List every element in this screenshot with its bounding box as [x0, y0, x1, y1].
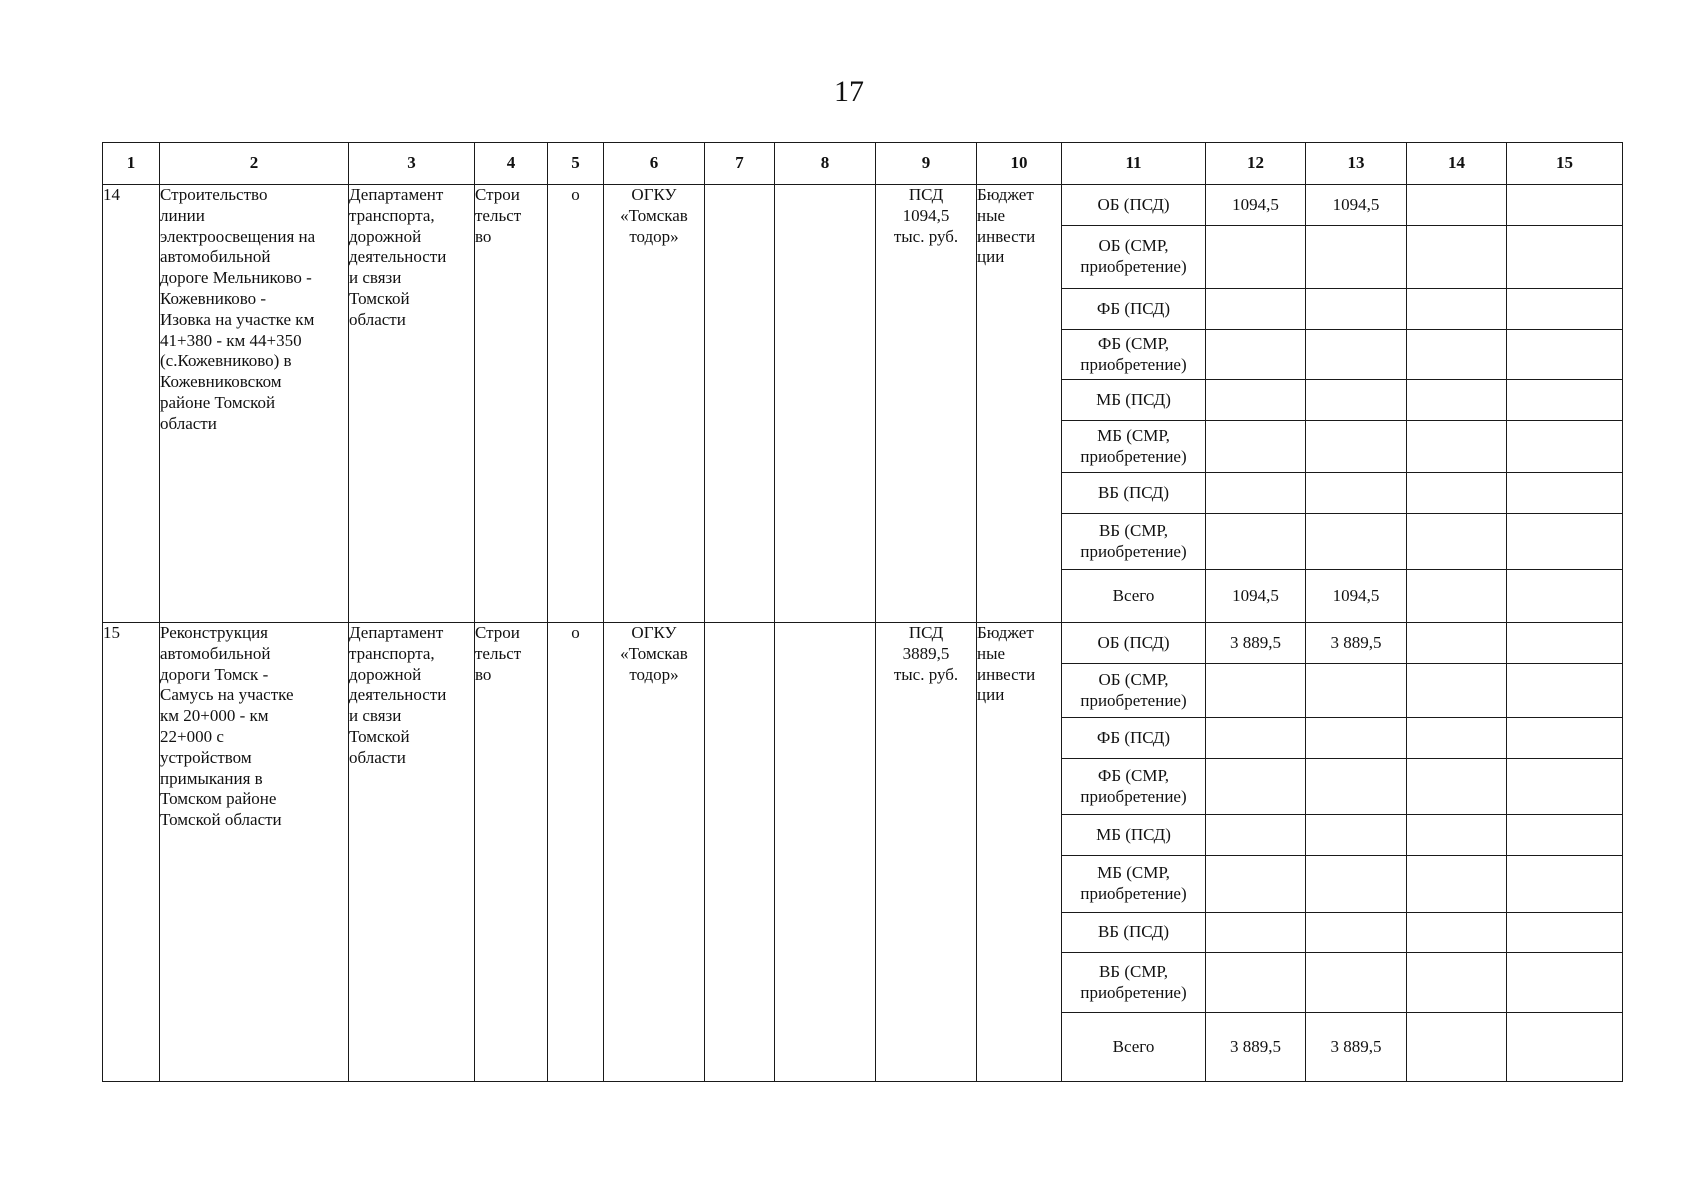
- col12-value: [1206, 664, 1306, 718]
- funding-source: ВБ (СМР, приобретение): [1062, 514, 1206, 570]
- header-cell: 8: [775, 143, 876, 185]
- work-type: Строи тельст во: [475, 623, 548, 1082]
- funding-source: ОБ (СМР, приобретение): [1062, 664, 1206, 718]
- col13-value: [1306, 473, 1407, 514]
- col13-value: 1094,5: [1306, 570, 1407, 623]
- col15-cell: [1507, 856, 1623, 913]
- col12-value: 1094,5: [1206, 570, 1306, 623]
- header-cell: 9: [876, 143, 977, 185]
- col15-cell: [1507, 380, 1623, 421]
- col14-cell: [1407, 623, 1507, 664]
- col8-cell: [775, 623, 876, 1082]
- header-cell: 2: [160, 143, 349, 185]
- col14-cell: [1407, 380, 1507, 421]
- col13-value: [1306, 718, 1407, 759]
- col15-cell: [1507, 623, 1623, 664]
- table-header-row: [103, 143, 1623, 185]
- col12-value: [1206, 953, 1306, 1013]
- col14-cell: [1407, 913, 1507, 953]
- col12-value: [1206, 289, 1306, 330]
- col13-value: [1306, 380, 1407, 421]
- col13-value: 1094,5: [1306, 185, 1407, 226]
- contractor: ОГКУ «Томскав тодор»: [604, 623, 705, 1082]
- col12-value: 1094,5: [1206, 185, 1306, 226]
- col7-cell: [705, 623, 775, 1082]
- object-name: Строительство линии электроосвещения на автомобильной дороге Мельниково - Кожевниково - Изовка на участке км 41+380 - км 44+350 (с.Кожевниково) в Кожевниковском районе Томской области: [160, 185, 349, 623]
- header-cell: 13: [1306, 143, 1407, 185]
- col12-value: [1206, 421, 1306, 473]
- funding-total-label: Всего: [1062, 570, 1206, 623]
- data-table: [102, 142, 1623, 1082]
- col14-cell: [1407, 473, 1507, 514]
- col15-cell: [1507, 953, 1623, 1013]
- col14-cell: [1407, 185, 1507, 226]
- col15-cell: [1507, 185, 1623, 226]
- funding-source: МБ (ПСД): [1062, 380, 1206, 421]
- funding-source: МБ (СМР, приобретение): [1062, 421, 1206, 473]
- investment-type: Бюджет ные инвести ции: [977, 623, 1062, 1082]
- work-type: Строи тельст во: [475, 185, 548, 623]
- col14-cell: [1407, 289, 1507, 330]
- col14-cell: [1407, 421, 1507, 473]
- header-cell: 3: [349, 143, 475, 185]
- col15-cell: [1507, 718, 1623, 759]
- capacity: ПСД 3889,5 тыс. руб.: [876, 623, 977, 1082]
- col14-cell: [1407, 718, 1507, 759]
- col12-value: [1206, 759, 1306, 815]
- col14-cell: [1407, 226, 1507, 289]
- object-name: Реконструкция автомобильной дороги Томск - Самусь на участке км 20+000 - км 22+000 с устройством примыкания в Томском районе Томской области: [160, 623, 349, 1082]
- col12-value: [1206, 815, 1306, 856]
- mark-cell: о: [548, 185, 604, 623]
- col12-value: [1206, 913, 1306, 953]
- col15-cell: [1507, 514, 1623, 570]
- col13-value: [1306, 759, 1407, 815]
- header-cell: 12: [1206, 143, 1306, 185]
- col7-cell: [705, 185, 775, 623]
- header-cell: 4: [475, 143, 548, 185]
- funding-source: ФБ (ПСД): [1062, 718, 1206, 759]
- col15-cell: [1507, 289, 1623, 330]
- col13-value: [1306, 856, 1407, 913]
- department: Департамент транспорта, дорожной деятельности и связи Томской области: [349, 623, 475, 1082]
- col15-cell: [1507, 913, 1623, 953]
- col14-cell: [1407, 664, 1507, 718]
- col15-cell: [1507, 226, 1623, 289]
- col14-cell: [1407, 570, 1507, 623]
- funding-source: ФБ (СМР, приобретение): [1062, 330, 1206, 380]
- page-number: 17: [834, 75, 864, 108]
- funding-source: ОБ (ПСД): [1062, 185, 1206, 226]
- col12-value: [1206, 718, 1306, 759]
- col13-value: [1306, 664, 1407, 718]
- col12-value: [1206, 856, 1306, 913]
- col12-value: 3 889,5: [1206, 623, 1306, 664]
- header-cell: 10: [977, 143, 1062, 185]
- investment-type: Бюджет ные инвести ции: [977, 185, 1062, 623]
- col13-value: [1306, 330, 1407, 380]
- item-number: 14: [103, 185, 160, 623]
- col15-cell: [1507, 759, 1623, 815]
- col14-cell: [1407, 953, 1507, 1013]
- col14-cell: [1407, 759, 1507, 815]
- col13-value: [1306, 289, 1407, 330]
- col13-value: 3 889,5: [1306, 623, 1407, 664]
- col13-value: [1306, 514, 1407, 570]
- col12-value: [1206, 226, 1306, 289]
- col15-cell: [1507, 570, 1623, 623]
- col14-cell: [1407, 856, 1507, 913]
- col8-cell: [775, 185, 876, 623]
- col12-value: 3 889,5: [1206, 1013, 1306, 1082]
- col12-value: [1206, 330, 1306, 380]
- col14-cell: [1407, 330, 1507, 380]
- header-cell: 1: [103, 143, 160, 185]
- col12-value: [1206, 514, 1306, 570]
- col15-cell: [1507, 473, 1623, 514]
- col13-value: 3 889,5: [1306, 1013, 1407, 1082]
- funding-source: МБ (ПСД): [1062, 815, 1206, 856]
- header-cell: 14: [1407, 143, 1507, 185]
- col15-cell: [1507, 1013, 1623, 1082]
- department: Департамент транспорта, дорожной деятельности и связи Томской области: [349, 185, 475, 623]
- capacity: ПСД 1094,5 тыс. руб.: [876, 185, 977, 623]
- col13-value: [1306, 913, 1407, 953]
- funding-source: МБ (СМР, приобретение): [1062, 856, 1206, 913]
- col12-value: [1206, 380, 1306, 421]
- table-row: [103, 623, 1623, 664]
- col14-cell: [1407, 514, 1507, 570]
- col13-value: [1306, 953, 1407, 1013]
- header-cell: 15: [1507, 143, 1623, 185]
- table-row: [103, 185, 1623, 226]
- col15-cell: [1507, 421, 1623, 473]
- col15-cell: [1507, 664, 1623, 718]
- funding-source: ОБ (СМР, приобретение): [1062, 226, 1206, 289]
- col15-cell: [1507, 815, 1623, 856]
- col12-value: [1206, 473, 1306, 514]
- funding-source: ВБ (ПСД): [1062, 473, 1206, 514]
- funding-total-label: Всего: [1062, 1013, 1206, 1082]
- funding-source: ВБ (ПСД): [1062, 913, 1206, 953]
- item-number: 15: [103, 623, 160, 1082]
- header-cell: 7: [705, 143, 775, 185]
- contractor: ОГКУ «Томскав тодор»: [604, 185, 705, 623]
- header-cell: 6: [604, 143, 705, 185]
- funding-source: ФБ (СМР, приобретение): [1062, 759, 1206, 815]
- col13-value: [1306, 226, 1407, 289]
- header-cell: 11: [1062, 143, 1206, 185]
- col13-value: [1306, 815, 1407, 856]
- col13-value: [1306, 421, 1407, 473]
- funding-source: ФБ (ПСД): [1062, 289, 1206, 330]
- funding-source: ВБ (СМР, приобретение): [1062, 953, 1206, 1013]
- funding-source: ОБ (ПСД): [1062, 623, 1206, 664]
- col14-cell: [1407, 815, 1507, 856]
- col14-cell: [1407, 1013, 1507, 1082]
- header-cell: 5: [548, 143, 604, 185]
- col15-cell: [1507, 330, 1623, 380]
- mark-cell: о: [548, 623, 604, 1082]
